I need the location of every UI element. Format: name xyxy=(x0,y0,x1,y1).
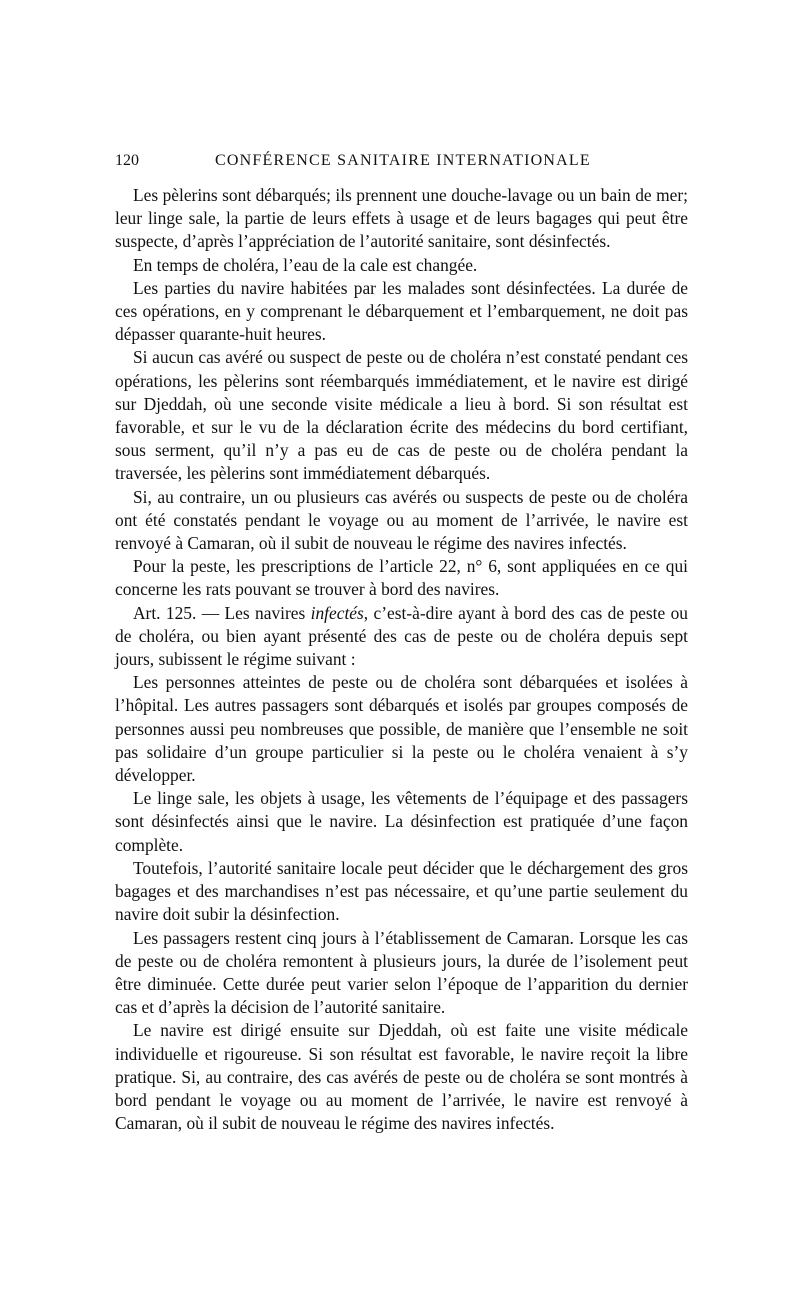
paragraph-reembarquement: Si aucun cas avéré ou suspect de peste ou de choléra n’est constaté pendant ces opérations, les pèlerins sont réembarqués immédiatement, et le navire est dirigé sur Djeddah, où une seconde visite médicale a lieu à bord. Si son résultat est favorable, et sur le vu de la déclaration écrite des médecins du bord certifiant, sous serment, qu’il n’y a pas eu de cas de peste ou de choléra pendant la traversée, les pèlerins sont immédiatement débarqués. xyxy=(115,347,688,484)
paragraph-isolement-groupes: Les personnes atteintes de peste ou de choléra sont débarquées et isolées à l’hôpital. Les autres passagers sont débarqués et isolés par groupes composés de personnes aussi peu nombreuses que possible, de manière que l’ensemble ne soit pas solidaire d’un groupe particulier si la peste ou le choléra venaient à s’y développer. xyxy=(115,672,688,786)
paragraph-eau-cale: En temps de choléra, l’eau de la cale est changée. xyxy=(133,254,478,275)
paragraph-cinq-jours: Les passagers restent cinq jours à l’établissement de Camaran. Lorsque les cas de peste ou de choléra remontent à plusieurs jours, la durée de l’isolement peut être diminuée. Cette durée peut varier selon l’époque de l’apparition du dernier cas et d’après la décision de l’autorité sanitaire. xyxy=(115,927,688,1018)
paragraph-article-125 xyxy=(115,602,688,672)
paragraph-linge-sale: Le linge sale, les objets à usage, les vêtements de l’équipage et des passagers sont désinfectés ainsi que le navire. La désinfection est pratiquée d’une façon complète. xyxy=(115,788,688,855)
paragraph-debarquement: Les pèlerins sont débarqués; ils prennent une douche-lavage ou un bain de mer; leur linge sale, la partie de leurs effets à usage et de leurs bagages qui peut être suspecte, d’après l’appréciation de l’autorité sanitaire, sont désinfectés. xyxy=(115,185,688,252)
paragraph-renvoi-camaran: Si, au contraire, un ou plusieurs cas avérés ou suspects de peste ou de choléra ont été constatés pendant le voyage ou au moment de l’arrivée, le navire est renvoyé à Camaran, où il subit de nouveau le régime des navires infectés. xyxy=(115,486,688,554)
article-rest: , c’est-à-dire ayant à bord des cas de peste ou de choléra, ou bien ayant présenté des cas de peste ou de choléra depuis sept jours, subissent le régime suivant : xyxy=(115,602,689,670)
page-header xyxy=(115,152,690,178)
body-text xyxy=(115,184,688,1135)
paragraph-djeddah-visite: Le navire est dirigé ensuite sur Djeddah, où est faite une visite médicale individuelle et rigoureuse. Si son résultat est favorable, le navire reçoit la libre pratique. Si, au contraire, des cas avérés de peste ou de choléra se sont montrés à bord pendant le voyage ou au moment de l’arrivée, le navire est renvoyé à Camaran, où il subit de nouveau le régime des navires infectés. xyxy=(115,1020,688,1134)
running-title: CONFÉRENCE SANITAIRE INTERNATIONALE xyxy=(215,152,591,169)
article-emphasis: infectés xyxy=(310,602,364,623)
paragraph-dechargement: Toutefois, l’autorité sanitaire locale peut décider que le déchargement des gros bagages et des marchandises n’est pas nécessaire, et qu’une partie seulement du navire doit subir la désinfection. xyxy=(115,857,688,925)
page-number: 120 xyxy=(115,152,139,169)
paragraph-desinfection-navire: Les parties du navire habitées par les malades sont désinfectées. La durée de ces opérations, en y comprenant le débarquement et l’embarquement, ne doit pas dépasser quarante-huit heures. xyxy=(115,277,688,345)
article-prefix: Art. 125. — Les navires xyxy=(133,602,311,623)
paragraph-peste-rats: Pour la peste, les prescriptions de l’article 22, n° 6, sont appliquées en ce qui concerne les rats pouvant se trouver à bord des navires. xyxy=(115,556,688,600)
